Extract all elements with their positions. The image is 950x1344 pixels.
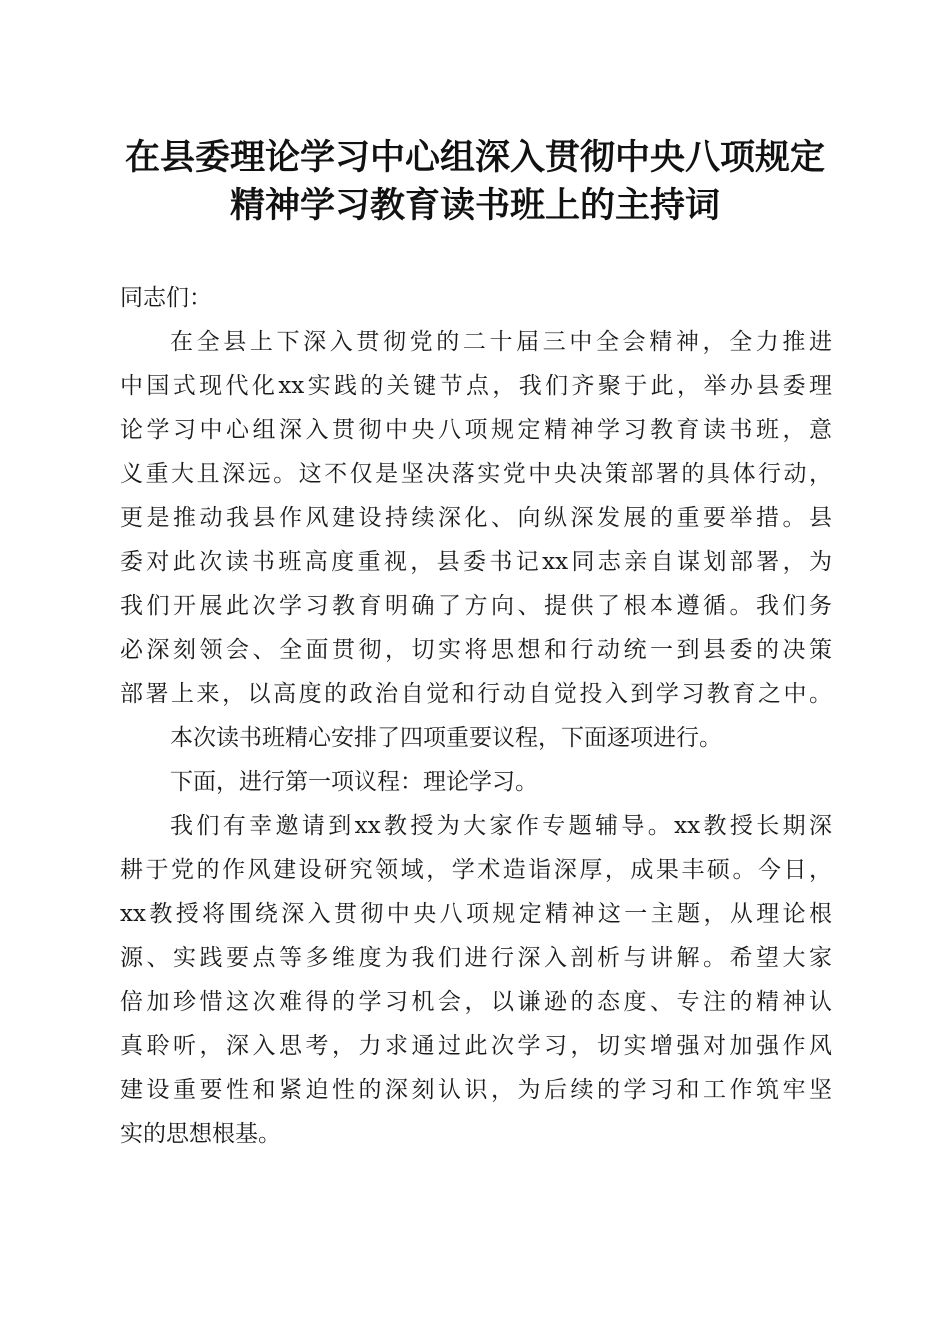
body-line: 部署上来，以高度的政治自觉和行动自觉投入到学习教育之中。 (120, 681, 832, 707)
salutation: 同志们： (120, 285, 212, 311)
body-line: 倍加珍惜这次难得的学习机会，以谦逊的态度、专注的精神认 (120, 989, 832, 1015)
body-line: 中国式现代化xx实践的关键节点，我们齐聚于此，举办县委理 (120, 373, 832, 399)
body-line: 建设重要性和紧迫性的深刻认识，为后续的学习和工作筑牢坚 (120, 1077, 832, 1103)
document-title-line-1: 在县委理论学习中心组深入贯彻中央八项规定 (124, 137, 825, 178)
body-line: 实的思想根基。 (120, 1121, 281, 1147)
body-line: 本次读书班精心安排了四项重要议程，下面逐项进行。 (170, 725, 722, 751)
body-line: 我们有幸邀请到xx教授为大家作专题辅导。xx教授长期深 (170, 813, 832, 839)
body-line: xx教授将围绕深入贯彻中央八项规定精神这一主题，从理论根 (120, 901, 832, 927)
body-line: 委对此次读书班高度重视，县委书记xx同志亲自谋划部署，为 (120, 549, 832, 575)
body-line: 下面，进行第一项议程：理论学习。 (170, 769, 538, 795)
body-line: 必深刻领会、全面贯彻，切实将思想和行动统一到县委的决策 (120, 637, 832, 663)
body-line: 耕于党的作风建设研究领域，学术造诣深厚，成果丰硕。今日， (120, 857, 832, 883)
body-line: 更是推动我县作风建设持续深化、向纵深发展的重要举措。县 (120, 505, 832, 531)
body-line: 我们开展此次学习教育明确了方向、提供了根本遵循。我们务 (120, 593, 832, 619)
document-title-line-2: 精神学习教育读书班上的主持词 (229, 185, 720, 226)
body-line: 在全县上下深入贯彻党的二十届三中全会精神，全力推进 (170, 329, 832, 355)
body-line: 源、实践要点等多维度为我们进行深入剖析与讲解。希望大家 (120, 945, 832, 971)
body-line: 论学习中心组深入贯彻中央八项规定精神学习教育读书班，意 (120, 417, 832, 443)
body-line: 义重大且深远。这不仅是坚决落实党中央决策部署的具体行动， (120, 461, 832, 487)
body-line: 真聆听，深入思考，力求通过此次学习，切实增强对加强作风 (120, 1033, 832, 1059)
